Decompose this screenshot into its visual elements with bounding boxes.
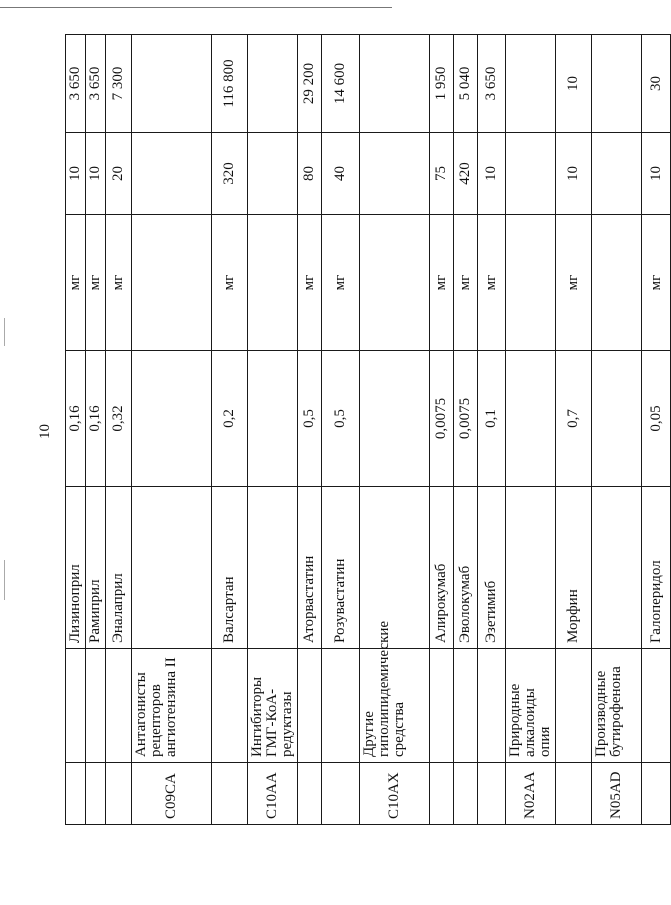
atc-code-cell: C09CA [132,763,212,825]
unit-cell [506,215,556,351]
unit-cell: мг [86,215,106,351]
drug-name-cell: Лизиноприл [66,487,86,649]
ddd-value-cell [592,351,642,487]
unit-cell [248,215,298,351]
quantity-cell: 29 200 [298,35,322,133]
table-row [132,35,212,825]
pharm-group-cell [556,649,592,763]
quantity-cell: 116 800 [212,35,248,133]
atc-code-cell [454,763,478,825]
table-row [86,35,106,825]
dose-cell [248,133,298,215]
atc-code-cell: C10AX [360,763,430,825]
quantity-cell: 7 300 [106,35,132,133]
ddd-value-cell [132,351,212,487]
ddd-value-cell: 0,32 [106,351,132,487]
table-row [556,35,592,825]
drug-name-cell [506,487,556,649]
atc-code-cell [322,763,360,825]
pharm-group-cell [212,649,248,763]
quantity-cell: 30 [642,35,671,133]
rotated-table-frame [65,35,664,825]
unit-cell: мг [478,215,506,351]
drug-name-cell: Аторвастатин [298,487,322,649]
pharm-group-cell: Другие гиполипидемические средства [360,649,430,763]
atc-code-cell [430,763,454,825]
drug-name-cell: Рамиприл [86,487,106,649]
quantity-cell: 3 650 [86,35,106,133]
ddd-value-cell: 0,0075 [454,351,478,487]
pharm-group-cell [430,649,454,763]
table-row [592,35,642,825]
quantity-cell [506,35,556,133]
pharm-group-cell [66,649,86,763]
atc-code-cell [106,763,132,825]
atc-code-cell: C10AA [248,763,298,825]
pharm-group-cell: Природные алкалоиды опия [506,649,556,763]
unit-cell: мг [66,215,86,351]
atc-code-cell [478,763,506,825]
drug-name-cell: Галоперидол [642,487,671,649]
drug-name-cell [592,487,642,649]
top-rule [0,7,392,8]
drug-name-cell [360,487,430,649]
unit-cell [132,215,212,351]
ddd-value-cell: 0,0075 [430,351,454,487]
ddd-value-cell: 0,1 [478,351,506,487]
drug-name-cell: Валсартан [212,487,248,649]
unit-cell: мг [212,215,248,351]
unit-cell: мг [298,215,322,351]
quantity-cell [132,35,212,133]
drug-name-cell: Эзетимиб [478,487,506,649]
table-row [248,35,298,825]
dose-cell [132,133,212,215]
pharm-group-cell [478,649,506,763]
ddd-value-cell: 0,16 [66,351,86,487]
table-row [506,35,556,825]
table-row [478,35,506,825]
unit-cell: мг [322,215,360,351]
atc-code-cell [86,763,106,825]
quantity-cell: 5 040 [454,35,478,133]
unit-cell: мг [106,215,132,351]
pharm-group-cell [298,649,322,763]
page-number: 10 [37,424,53,439]
dose-cell [506,133,556,215]
table-row [454,35,478,825]
unit-cell: мг [642,215,671,351]
table-container [65,35,664,825]
drug-name-cell: Алирокумаб [430,487,454,649]
quantity-cell [592,35,642,133]
quantity-cell: 10 [556,35,592,133]
drug-name-cell: Розувастатин [322,487,360,649]
unit-cell [360,215,430,351]
dose-cell: 10 [478,133,506,215]
ddd-value-cell [360,351,430,487]
table-row [66,35,86,825]
quantity-cell: 14 600 [322,35,360,133]
pharm-group-cell: Ингибиторы ГМГ-КоА-редуктазы [248,649,298,763]
ddd-value-cell: 0,5 [298,351,322,487]
drug-name-cell [248,487,298,649]
atc-code-cell [66,763,86,825]
pharm-group-cell: Производные бутирофенона [592,649,642,763]
pharm-group-cell: Антагонисты рецепторов ангиотензина II [132,649,212,763]
drug-name-cell: Эволокумаб [454,487,478,649]
dose-cell: 20 [106,133,132,215]
scan-edge-mark [4,560,5,600]
atc-code-cell: N02AA [506,763,556,825]
ddd-value-cell: 0,16 [86,351,106,487]
atc-code-cell [212,763,248,825]
table-row [212,35,248,825]
dose-cell: 10 [642,133,671,215]
drug-name-cell [132,487,212,649]
ddd-value-cell: 0,7 [556,351,592,487]
unit-cell [592,215,642,351]
atc-code-cell [642,763,671,825]
unit-cell: мг [454,215,478,351]
unit-cell: мг [430,215,454,351]
table-body [66,35,671,825]
ddd-value-cell: 0,2 [212,351,248,487]
drug-name-cell: Эналаприл [106,487,132,649]
dose-cell: 320 [212,133,248,215]
table-row [360,35,430,825]
pharm-group-cell [106,649,132,763]
dose-cell: 10 [86,133,106,215]
table-row [298,35,322,825]
table-row [430,35,454,825]
unit-cell: мг [556,215,592,351]
atc-code-cell: N05AD [592,763,642,825]
drug-dosage-table [65,34,671,825]
ddd-value-cell [506,351,556,487]
quantity-cell: 3 650 [478,35,506,133]
table-row [642,35,671,825]
ddd-value-cell: 0,5 [322,351,360,487]
ddd-value-cell: 0,05 [642,351,671,487]
dose-cell: 40 [322,133,360,215]
dose-cell [360,133,430,215]
pharm-group-cell [86,649,106,763]
table-row [322,35,360,825]
dose-cell: 75 [430,133,454,215]
quantity-cell: 1 950 [430,35,454,133]
pharm-group-cell [454,649,478,763]
quantity-cell [360,35,430,133]
table-row [106,35,132,825]
drug-name-cell: Морфин [556,487,592,649]
quantity-cell [248,35,298,133]
ddd-value-cell [248,351,298,487]
pharm-group-cell [642,649,671,763]
quantity-cell: 3 650 [66,35,86,133]
pharm-group-cell [322,649,360,763]
atc-code-cell [556,763,592,825]
scan-edge-mark [4,318,5,346]
dose-cell: 10 [66,133,86,215]
dose-cell [592,133,642,215]
dose-cell: 80 [298,133,322,215]
dose-cell: 10 [556,133,592,215]
atc-code-cell [298,763,322,825]
dose-cell: 420 [454,133,478,215]
